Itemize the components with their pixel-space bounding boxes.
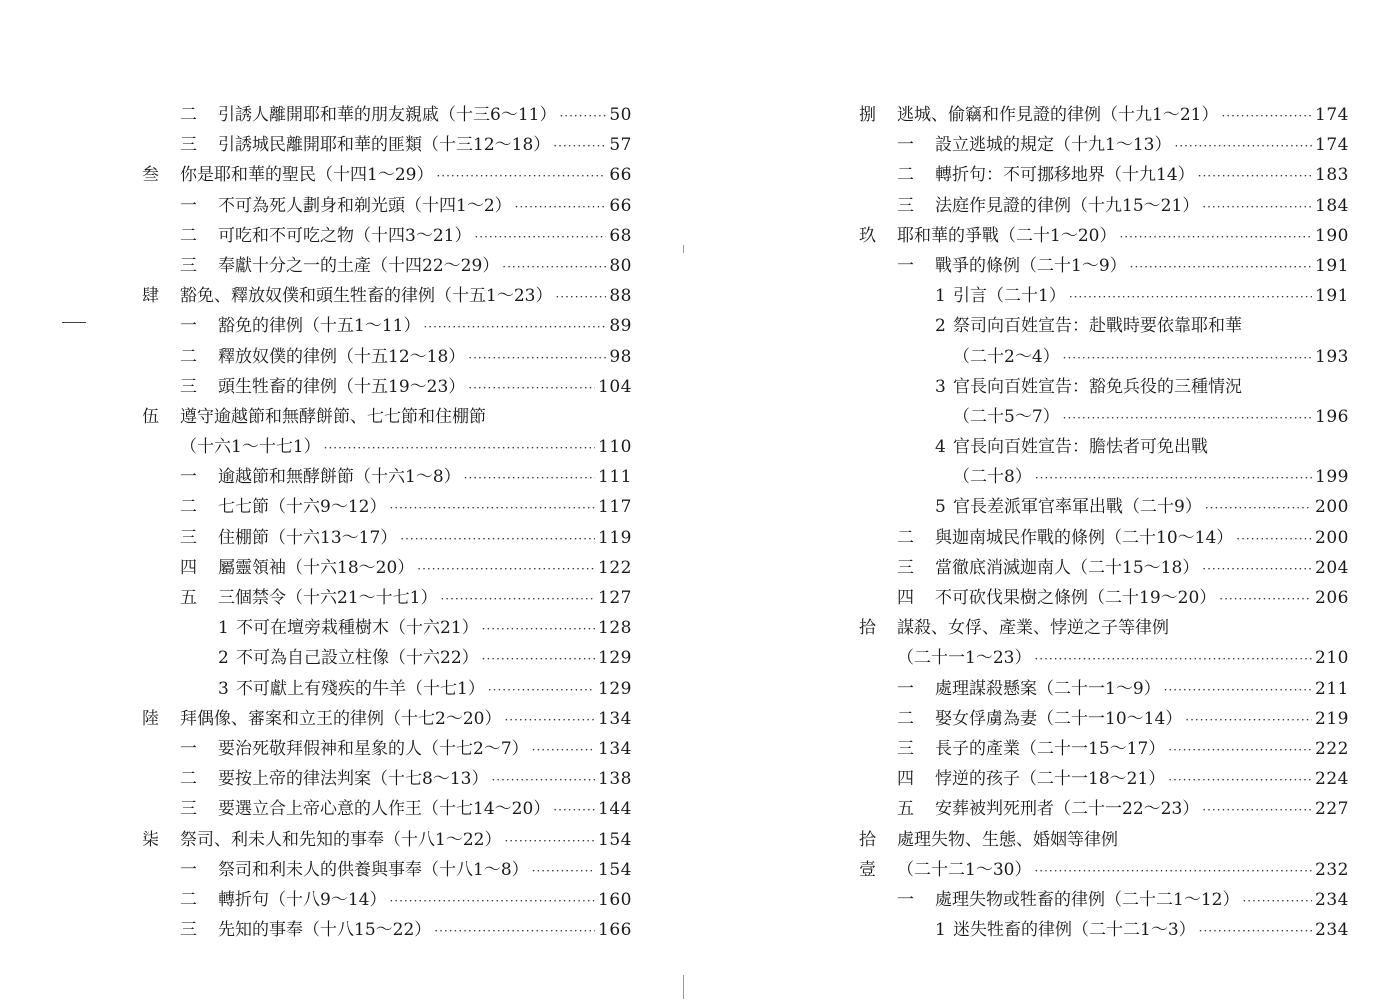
section-numeral: 四 bbox=[897, 588, 914, 608]
toc-entry bbox=[142, 553, 632, 583]
toc-entry bbox=[859, 372, 1349, 402]
entry-title: 引言（二十1） bbox=[953, 286, 1066, 307]
entry-title: 長子的產業（二十一15～17） bbox=[935, 738, 1166, 759]
dot-leader bbox=[482, 644, 595, 674]
toc-entry bbox=[142, 734, 632, 764]
toc-entry bbox=[859, 794, 1349, 824]
page-number: 89 bbox=[609, 316, 632, 337]
entry-title: 祭司、利未人和先知的事奉（十八1～22） bbox=[180, 829, 502, 850]
dot-leader bbox=[532, 735, 595, 765]
section-numeral: 二 bbox=[180, 346, 197, 367]
page-number: 232 bbox=[1315, 859, 1349, 880]
section-numeral: 三 bbox=[180, 135, 197, 156]
toc-entry bbox=[142, 825, 632, 855]
toc-entry bbox=[142, 794, 632, 824]
entry-title: 耶和華的爭戰（二十1～20） bbox=[897, 225, 1117, 246]
page-number: 117 bbox=[598, 497, 632, 518]
page-number: 66 bbox=[609, 195, 632, 216]
dot-leader bbox=[436, 161, 606, 191]
page-number: 174 bbox=[1315, 135, 1349, 156]
page-number: 200 bbox=[1315, 497, 1349, 518]
entry-title: 屬靈領袖（十六18～20） bbox=[218, 557, 415, 578]
section-numeral: 二 bbox=[180, 769, 197, 790]
section-numeral: 二 bbox=[897, 527, 914, 548]
toc-entry bbox=[142, 855, 632, 885]
entry-title: 要治死敬拜假神和星象的人（十七2～7） bbox=[218, 738, 529, 759]
dot-leader bbox=[1221, 101, 1312, 131]
toc-entry bbox=[142, 221, 632, 251]
dot-leader bbox=[389, 886, 595, 916]
spine-mark bbox=[683, 975, 684, 999]
toc-entry bbox=[142, 462, 632, 492]
section-numeral: 二 bbox=[180, 497, 197, 518]
entry-title: 不可在壇旁栽種樹木（十六21） bbox=[236, 618, 479, 639]
toc-entry bbox=[859, 915, 1349, 945]
toc-entry bbox=[142, 764, 632, 794]
page-number: 234 bbox=[1315, 920, 1349, 941]
entry-title: 不可為死人劃身和剃光頭（十四1～2） bbox=[218, 195, 512, 216]
subsection-number: 4 bbox=[935, 437, 946, 458]
toc-entry bbox=[142, 613, 632, 643]
section-numeral: 二 bbox=[897, 708, 914, 729]
entry-title: （十六1～十七1） bbox=[180, 437, 321, 458]
page-number: 154 bbox=[598, 859, 632, 880]
dot-leader bbox=[1035, 463, 1312, 493]
section-numeral: 一 bbox=[180, 859, 197, 880]
entry-title: 拜偶像、審案和立王的律例（十七2～20） bbox=[180, 708, 502, 729]
page-number: 134 bbox=[598, 738, 632, 759]
page-number: 210 bbox=[1315, 648, 1349, 669]
page-number: 128 bbox=[598, 618, 632, 639]
dot-leader bbox=[504, 826, 595, 856]
dot-leader bbox=[1174, 131, 1312, 161]
section-numeral: 三 bbox=[180, 376, 197, 397]
dot-leader bbox=[468, 373, 595, 403]
dot-leader bbox=[1119, 222, 1312, 252]
page-number: 122 bbox=[598, 557, 632, 578]
dot-leader bbox=[1202, 554, 1312, 584]
dot-leader bbox=[1063, 343, 1312, 373]
entry-title: 先知的事奉（十八15～22） bbox=[218, 920, 432, 941]
dot-leader bbox=[1202, 795, 1312, 825]
toc-entry bbox=[859, 613, 1349, 643]
section-numeral: 四 bbox=[180, 557, 197, 578]
section-numeral: 二 bbox=[180, 105, 197, 125]
dot-leader bbox=[555, 282, 606, 312]
dot-leader bbox=[1164, 675, 1312, 705]
entry-title: 設立逃城的規定（十九1～13） bbox=[935, 135, 1172, 156]
dot-leader bbox=[491, 765, 595, 795]
entry-title: 戰爭的條例（二十1～9） bbox=[935, 255, 1127, 276]
chapter-numeral: 伍 bbox=[142, 406, 159, 427]
entry-title: 當徹底消滅迦南人（二十15～18） bbox=[935, 557, 1200, 578]
section-numeral: 一 bbox=[897, 889, 914, 910]
entry-title: 可吃和不可吃之物（十四3～21） bbox=[218, 225, 472, 246]
chapter-numeral: 柒 bbox=[142, 829, 159, 850]
subsection-number: 3 bbox=[935, 376, 946, 397]
dot-leader bbox=[482, 614, 595, 644]
toc-entry bbox=[142, 674, 632, 704]
page-number: 174 bbox=[1315, 105, 1349, 125]
section-numeral: 一 bbox=[897, 135, 914, 156]
left-page-toc bbox=[142, 100, 632, 945]
section-numeral: 一 bbox=[180, 316, 197, 337]
toc-entry bbox=[142, 372, 632, 402]
section-numeral: 三 bbox=[180, 255, 197, 276]
toc-entry bbox=[142, 432, 632, 462]
dot-leader bbox=[504, 705, 595, 735]
entry-title: （二十2～4） bbox=[953, 346, 1060, 367]
chapter-numeral: 肆 bbox=[142, 286, 159, 307]
dot-leader bbox=[1034, 644, 1312, 674]
entry-title: 與迦南城民作戰的條例（二十10～14） bbox=[935, 527, 1234, 548]
subsection-number: 1 bbox=[935, 920, 946, 941]
toc-entry bbox=[859, 432, 1349, 462]
toc-entry bbox=[859, 462, 1349, 492]
toc-entry bbox=[859, 221, 1349, 251]
toc-entry bbox=[142, 130, 632, 160]
entry-title: 遵守逾越節和無酵餅節、七七節和住棚節 bbox=[180, 406, 486, 427]
chapter-numeral: 拾 bbox=[859, 829, 876, 850]
dot-leader bbox=[423, 312, 606, 342]
entry-title: 轉折句（十八9～14） bbox=[218, 889, 387, 910]
toc-entry bbox=[142, 885, 632, 915]
section-numeral: 三 bbox=[897, 738, 914, 759]
entry-title: 你是耶和華的聖民（十四1～29） bbox=[180, 165, 434, 186]
dot-leader bbox=[532, 856, 595, 886]
toc-entry bbox=[142, 311, 632, 341]
dot-leader bbox=[488, 675, 595, 705]
dot-leader bbox=[1185, 705, 1312, 735]
page-number: 129 bbox=[598, 648, 632, 669]
entry-title: （二十5～7） bbox=[953, 406, 1060, 427]
dot-leader bbox=[1242, 886, 1312, 916]
entry-title: 處理失物、生態、婚姻等律例 bbox=[897, 829, 1118, 850]
dot-leader bbox=[515, 192, 607, 222]
page-number: 166 bbox=[598, 920, 632, 941]
entry-title: 要按上帝的律法判案（十七8～13） bbox=[218, 769, 489, 790]
entry-title: 七七節（十六9～12） bbox=[218, 497, 387, 518]
dot-leader bbox=[324, 433, 595, 463]
entry-title: 官長差派軍官率軍出戰（二十9） bbox=[953, 497, 1202, 518]
entry-title: （二十二1～30） bbox=[897, 859, 1032, 880]
entry-title: 轉折句：不可挪移地界（十九14） bbox=[935, 165, 1195, 186]
toc-entry bbox=[859, 764, 1349, 794]
page-number: 200 bbox=[1315, 527, 1349, 548]
page-number: 227 bbox=[1315, 799, 1349, 820]
page-number: 211 bbox=[1315, 678, 1349, 699]
section-numeral: 一 bbox=[897, 678, 914, 699]
entry-title: 頭生牲畜的律例（十五19～23） bbox=[218, 376, 466, 397]
entry-title: 不可獻上有殘疾的牛羊（十七1） bbox=[236, 678, 485, 699]
dot-leader bbox=[1168, 765, 1312, 795]
toc-entry bbox=[859, 643, 1349, 673]
toc-entry bbox=[859, 885, 1349, 915]
toc-entry bbox=[859, 160, 1349, 190]
dot-leader bbox=[464, 463, 595, 493]
section-numeral: 一 bbox=[180, 738, 197, 759]
dot-leader bbox=[1063, 403, 1312, 433]
dot-leader bbox=[1205, 493, 1312, 523]
entry-title: 娶女俘虜為妻（二十一10～14） bbox=[935, 708, 1183, 729]
dot-leader bbox=[400, 524, 595, 554]
entry-title: 處理謀殺懸案（二十一1～9） bbox=[935, 678, 1161, 699]
entry-title: （二十一1～23） bbox=[897, 648, 1032, 669]
section-numeral: 三 bbox=[180, 799, 197, 820]
dot-leader bbox=[1202, 192, 1312, 222]
right-page-toc bbox=[859, 100, 1349, 945]
dot-leader bbox=[1219, 584, 1312, 614]
dot-leader bbox=[1198, 161, 1312, 191]
toc-entry bbox=[859, 553, 1349, 583]
page-number: 138 bbox=[598, 769, 632, 790]
toc-entry bbox=[142, 160, 632, 190]
page-number: 134 bbox=[598, 708, 632, 729]
page-number: 154 bbox=[598, 829, 632, 850]
entry-title: 釋放奴僕的律例（十五12～18） bbox=[218, 346, 466, 367]
section-numeral: 三 bbox=[180, 527, 197, 548]
entry-title: 三個禁令（十六21～十七1） bbox=[218, 588, 438, 608]
toc-entry bbox=[142, 100, 632, 130]
page-number: 68 bbox=[609, 225, 632, 246]
chapter-numeral: 叁 bbox=[142, 165, 159, 186]
page-number: 57 bbox=[609, 135, 632, 156]
dot-leader bbox=[417, 554, 595, 584]
chapter-numeral: 捌 bbox=[859, 105, 876, 125]
page-number: 88 bbox=[609, 286, 632, 307]
page-number: 104 bbox=[598, 376, 632, 397]
section-numeral: 一 bbox=[180, 467, 197, 488]
page-number: 66 bbox=[609, 165, 632, 186]
toc-entry bbox=[142, 402, 632, 432]
section-numeral: 二 bbox=[180, 225, 197, 246]
dot-leader bbox=[440, 584, 595, 614]
page-number: 224 bbox=[1315, 769, 1349, 790]
page-number: 127 bbox=[598, 588, 632, 608]
page-number: 98 bbox=[609, 346, 632, 367]
page-number: 196 bbox=[1315, 406, 1349, 427]
section-numeral: 二 bbox=[897, 165, 914, 186]
entry-title: 法庭作見證的律例（十九15～21） bbox=[935, 195, 1200, 216]
page-number: 206 bbox=[1315, 588, 1349, 608]
subsection-number: 2 bbox=[935, 316, 946, 337]
entry-title: 豁免的律例（十五1～11） bbox=[218, 316, 421, 337]
toc-entry bbox=[142, 643, 632, 673]
dot-leader bbox=[434, 916, 595, 946]
entry-title: 官長向百姓宣告：豁免兵役的三種情況 bbox=[953, 376, 1242, 397]
toc-entry bbox=[142, 704, 632, 734]
subsection-number: 2 bbox=[218, 648, 229, 669]
entry-title: 迷失牲畜的律例（二十二1～3） bbox=[953, 920, 1196, 941]
dot-leader bbox=[502, 252, 606, 282]
toc-entry bbox=[142, 342, 632, 372]
dot-leader bbox=[1168, 735, 1312, 765]
toc-entry bbox=[859, 674, 1349, 704]
section-numeral: 五 bbox=[180, 588, 197, 608]
page-number: 204 bbox=[1315, 557, 1349, 578]
chapter-numeral: 拾 bbox=[859, 618, 876, 639]
dot-leader bbox=[559, 101, 606, 131]
section-numeral: 一 bbox=[180, 195, 197, 216]
entry-title: 不可為自己設立柱像（十六22） bbox=[236, 648, 479, 669]
entry-title: 處理失物或牲畜的律例（二十二1～12） bbox=[935, 889, 1240, 910]
entry-title: 祭司和利未人的供養與事奉（十八1～8） bbox=[218, 859, 529, 880]
chapter-numeral: 壹 bbox=[859, 859, 876, 880]
entry-title: 安葬被判死刑者（二十一22～23） bbox=[935, 799, 1200, 820]
toc-entry bbox=[859, 100, 1349, 130]
toc-entry bbox=[859, 402, 1349, 432]
entry-title: 逾越節和無酵餅節（十六1～8） bbox=[218, 467, 461, 488]
entry-title: 奉獻十分之一的土產（十四22～29） bbox=[218, 255, 500, 276]
entry-title: 引誘人離開耶和華的朋友親戚（十三6～11） bbox=[218, 105, 557, 125]
dot-leader bbox=[1199, 916, 1312, 946]
page-number: 50 bbox=[609, 105, 632, 125]
subsection-number: 5 bbox=[935, 497, 946, 518]
toc-entry bbox=[859, 251, 1349, 281]
section-numeral: 三 bbox=[180, 920, 197, 941]
section-numeral: 五 bbox=[897, 799, 914, 820]
page-number: 119 bbox=[598, 527, 632, 548]
page-number: 219 bbox=[1315, 708, 1349, 729]
page-number: 160 bbox=[598, 889, 632, 910]
entry-title: 住棚節（十六13～17） bbox=[218, 527, 398, 548]
toc-entry bbox=[142, 523, 632, 553]
dot-leader bbox=[1069, 282, 1312, 312]
toc-entry bbox=[142, 915, 632, 945]
entry-title: 祭司向百姓宣告：赴戰時要依靠耶和華 bbox=[953, 316, 1242, 337]
page-number: 80 bbox=[609, 255, 632, 276]
page-number: 190 bbox=[1315, 225, 1349, 246]
chapter-numeral: 玖 bbox=[859, 225, 876, 246]
entry-title: 要選立合上帝心意的人作王（十七14～20） bbox=[218, 799, 551, 820]
section-numeral: 一 bbox=[897, 255, 914, 276]
toc-entry bbox=[859, 583, 1349, 613]
dot-leader bbox=[1236, 524, 1312, 554]
page-number: 191 bbox=[1315, 286, 1349, 307]
toc-entry bbox=[142, 281, 632, 311]
dot-leader bbox=[1130, 252, 1312, 282]
entry-title: 不可砍伐果樹之條例（二十19～20） bbox=[935, 588, 1217, 608]
toc-entry bbox=[859, 523, 1349, 553]
toc-entry bbox=[859, 342, 1349, 372]
page-number: 184 bbox=[1315, 195, 1349, 216]
toc-entry bbox=[142, 251, 632, 281]
entry-title: （二十8） bbox=[953, 467, 1032, 488]
toc-entry bbox=[859, 281, 1349, 311]
toc-entry bbox=[859, 825, 1349, 855]
toc-entry bbox=[859, 130, 1349, 160]
subsection-number: 3 bbox=[218, 678, 229, 699]
page-number: 110 bbox=[598, 437, 632, 458]
entry-title: 謀殺、女俘、產業、悖逆之子等律例 bbox=[897, 618, 1169, 639]
entry-title: 引誘城民離開耶和華的匪類（十三12～18） bbox=[218, 135, 551, 156]
toc-entry bbox=[142, 191, 632, 221]
entry-title: 豁免、釋放奴僕和頭生牲畜的律例（十五1～23） bbox=[180, 286, 553, 307]
section-numeral: 三 bbox=[897, 195, 914, 216]
page-number: 129 bbox=[598, 678, 632, 699]
dot-leader bbox=[1034, 856, 1312, 886]
subsection-number: 1 bbox=[218, 618, 229, 639]
spine-mark bbox=[683, 245, 684, 253]
page-number: 193 bbox=[1315, 346, 1349, 367]
stray-margin-mark bbox=[62, 322, 86, 323]
toc-entry bbox=[142, 583, 632, 613]
toc-entry bbox=[859, 855, 1349, 885]
dot-leader bbox=[553, 131, 606, 161]
page-number: 191 bbox=[1315, 255, 1349, 276]
subsection-number: 1 bbox=[935, 286, 946, 307]
toc-entry bbox=[859, 191, 1349, 221]
page-number: 144 bbox=[598, 799, 632, 820]
entry-title: 逃城、偷竊和作見證的律例（十九1～21） bbox=[897, 105, 1219, 125]
dot-leader bbox=[474, 222, 606, 252]
toc-entry bbox=[142, 492, 632, 522]
page-number: 199 bbox=[1315, 467, 1349, 488]
page-number: 222 bbox=[1315, 738, 1349, 759]
toc-entry bbox=[859, 734, 1349, 764]
section-numeral: 四 bbox=[897, 769, 914, 790]
toc-entry bbox=[859, 311, 1349, 341]
page-number: 111 bbox=[598, 467, 632, 488]
page-number: 234 bbox=[1315, 889, 1349, 910]
chapter-numeral: 陸 bbox=[142, 708, 159, 729]
entry-title: 官長向百姓宣告：膽怯者可免出戰 bbox=[953, 437, 1208, 458]
toc-entry bbox=[859, 704, 1349, 734]
section-numeral: 三 bbox=[897, 557, 914, 578]
dot-leader bbox=[468, 343, 606, 373]
toc-entry bbox=[859, 492, 1349, 522]
page-number: 183 bbox=[1315, 165, 1349, 186]
dot-leader bbox=[553, 795, 595, 825]
section-numeral: 二 bbox=[180, 889, 197, 910]
entry-title: 悖逆的孩子（二十一18～21） bbox=[935, 769, 1166, 790]
dot-leader bbox=[389, 493, 595, 523]
